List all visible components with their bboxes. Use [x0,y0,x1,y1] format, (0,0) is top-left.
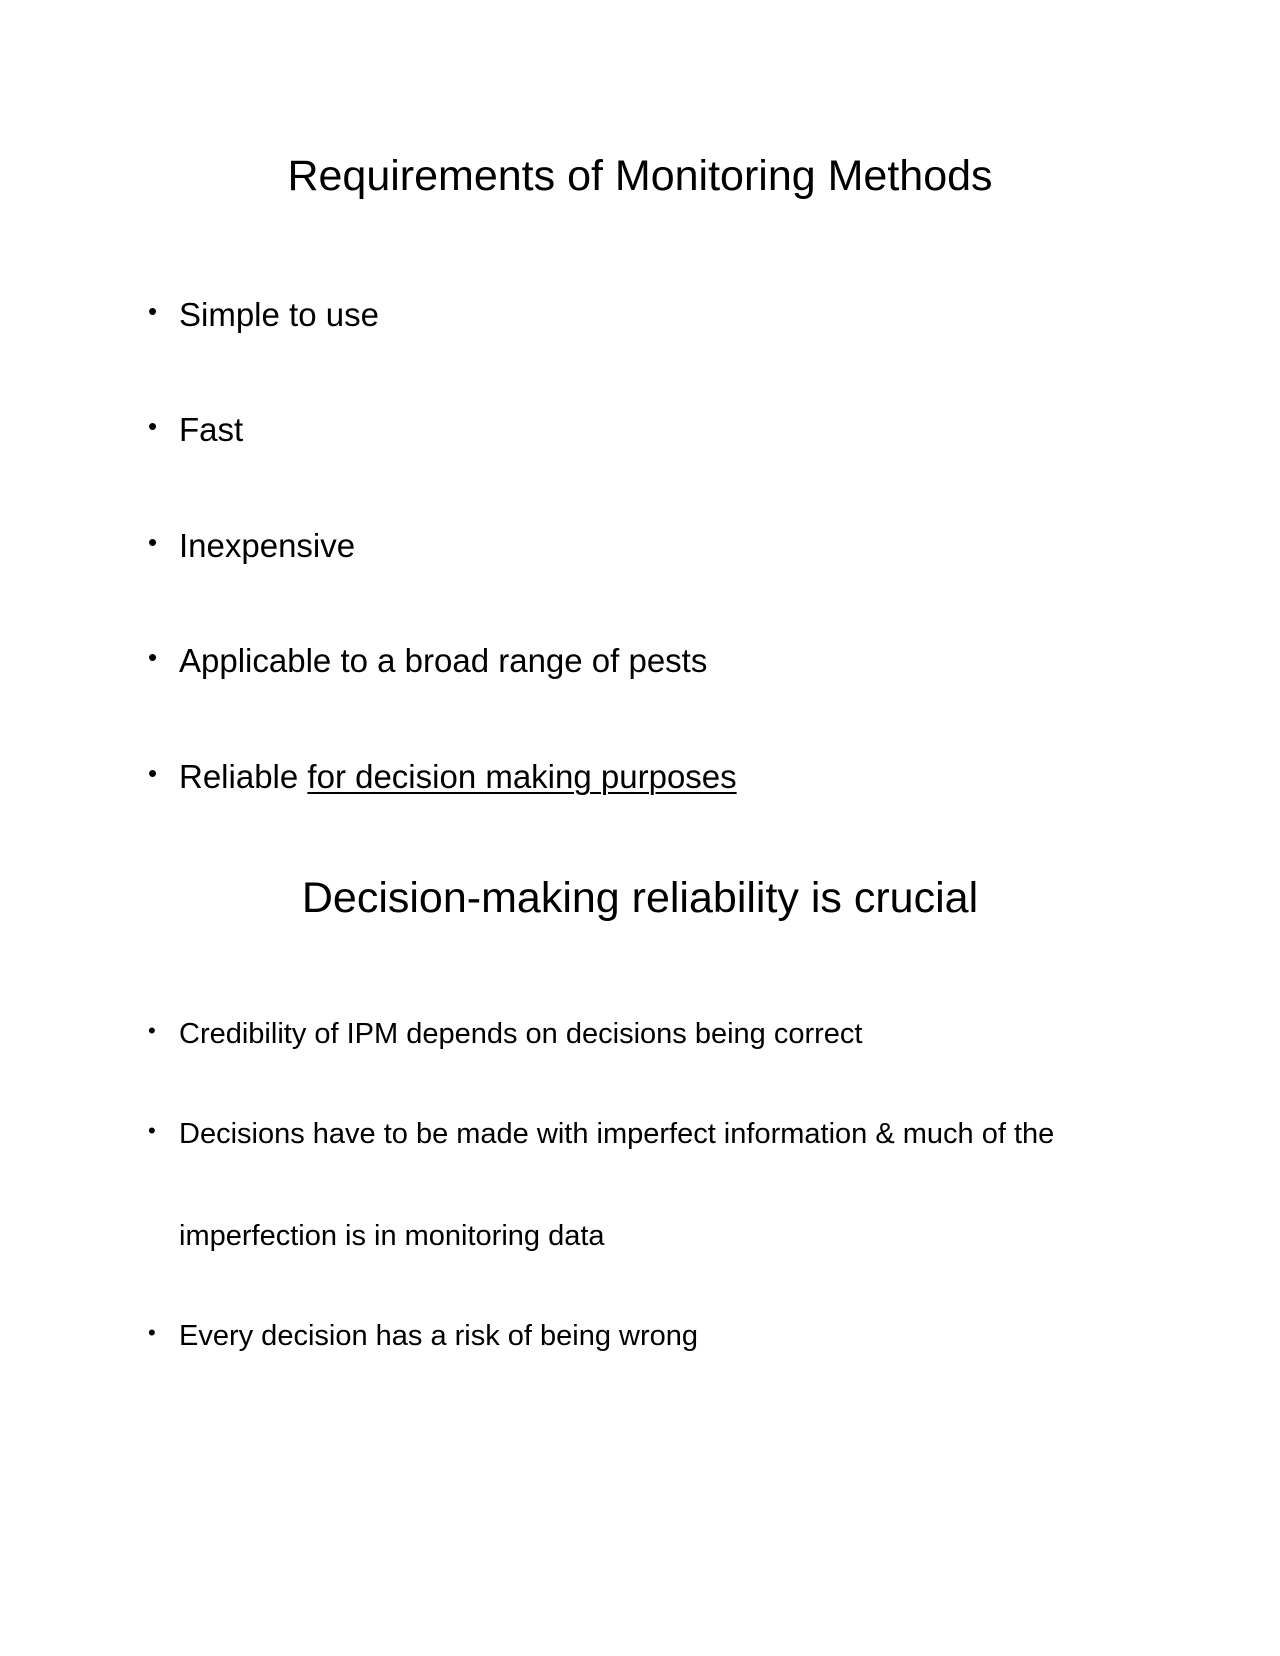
list-item-text: Credibility of IPM depends on decisions being correct [179,1018,863,1050]
reliable-label: Reliable [179,758,308,795]
list-item-text: Inexpensive [179,527,356,564]
bullet-icon: • [148,296,158,326]
bullet-icon: • [148,642,158,672]
list-item-text-continued: imperfection is in monitoring data [179,1220,605,1252]
list-item-text: Simple to use [179,296,379,333]
bullet-icon: • [148,1018,156,1043]
list-item-text [179,760,737,793]
list-item-text: Every decision has a risk of being wrong [179,1320,699,1352]
list-item-text: Applicable to a broad range of pests [179,642,708,679]
underlined-phrase: for decision making purposes [307,758,737,795]
bullet-icon: • [148,527,158,557]
list-item-text: Fast [179,411,244,448]
section-title-requirements: Requirements of Monitoring Methods [287,152,993,200]
bullet-icon: • [148,1118,156,1143]
section-title-reliability: Decision-making reliability is crucial [301,874,979,922]
list-item-text: Decisions have to be made with imperfect information & much of the [179,1118,1055,1150]
bullet-icon: • [148,758,158,788]
bullet-icon: • [148,411,158,441]
bullet-icon: • [148,1320,156,1345]
